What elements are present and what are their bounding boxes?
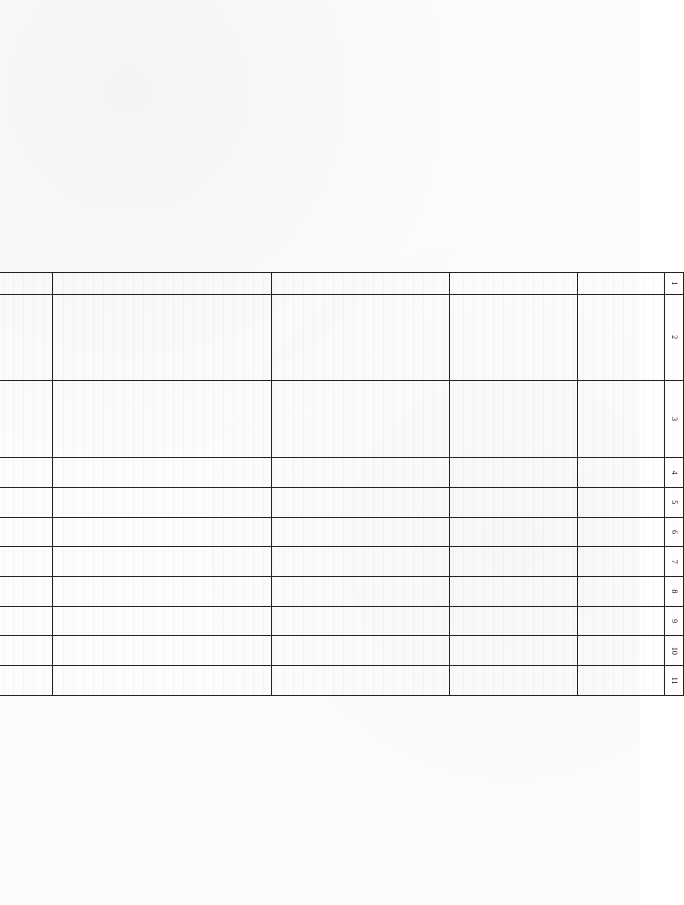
table-cell [53, 458, 272, 488]
table-cell [578, 487, 665, 517]
table-cell [272, 666, 450, 696]
table-cell [0, 294, 53, 380]
table-cell [0, 606, 53, 636]
header-col-6: 6 [665, 517, 684, 547]
table-cell [578, 380, 665, 458]
table-cell [450, 666, 578, 696]
header-col-8: 8 [665, 577, 684, 607]
table-cell [53, 547, 272, 577]
table-cell [272, 458, 450, 488]
table-cell [0, 666, 53, 696]
table-cell [53, 517, 272, 547]
table-cell [578, 666, 665, 696]
table-cell [272, 547, 450, 577]
rotated-table [0, 272, 684, 696]
header-col-3: 3 [665, 380, 684, 458]
table-cell [53, 606, 272, 636]
header-col-11: 11 [665, 666, 684, 696]
table-header [665, 273, 684, 696]
table-cell [450, 487, 578, 517]
table-cell [0, 636, 53, 666]
table-cell [272, 577, 450, 607]
header-col-1: 1 [665, 273, 684, 295]
table-cell [450, 547, 578, 577]
table-cell [53, 636, 272, 666]
table-cell [0, 577, 53, 607]
table-cell [578, 273, 665, 295]
table-row [53, 273, 272, 696]
header-row [665, 273, 684, 696]
header-col-5: 5 [665, 487, 684, 517]
table-cell [272, 380, 450, 458]
table-cell [578, 547, 665, 577]
table-cell [450, 458, 578, 488]
table-cell [578, 577, 665, 607]
table-cell [53, 273, 272, 295]
table-cell [578, 294, 665, 380]
table-row [272, 273, 450, 696]
table-cell [0, 487, 53, 517]
table-cell [450, 636, 578, 666]
header-col-7: 7 [665, 547, 684, 577]
header-col-2: 2 [665, 294, 684, 380]
table-row [450, 273, 578, 696]
data-table [0, 272, 684, 696]
table-cell [578, 606, 665, 636]
table-cell [450, 577, 578, 607]
table-cell [0, 273, 53, 295]
table-cell [578, 636, 665, 666]
table-cell [450, 606, 578, 636]
table-cell [0, 517, 53, 547]
table-cell [0, 547, 53, 577]
table-cell [272, 487, 450, 517]
header-col-4: 4 [665, 458, 684, 488]
table-row [0, 273, 53, 696]
table-cell [450, 380, 578, 458]
table-cell [272, 294, 450, 380]
table-cell [578, 517, 665, 547]
table-cell [272, 517, 450, 547]
table-cell [450, 517, 578, 547]
table-cell [450, 294, 578, 380]
table-cell [53, 487, 272, 517]
table-cell [53, 294, 272, 380]
table-cell [53, 380, 272, 458]
header-col-9: 9 [665, 606, 684, 636]
table-cell [0, 458, 53, 488]
table-cell [578, 458, 665, 488]
table-body [0, 273, 665, 696]
table-cell [272, 273, 450, 295]
header-col-10: 10 [665, 636, 684, 666]
table-cell [450, 273, 578, 295]
table-cell [272, 636, 450, 666]
table-cell [272, 606, 450, 636]
table-cell [0, 380, 53, 458]
table-cell [53, 666, 272, 696]
table-cell [53, 577, 272, 607]
table-row [578, 273, 665, 696]
